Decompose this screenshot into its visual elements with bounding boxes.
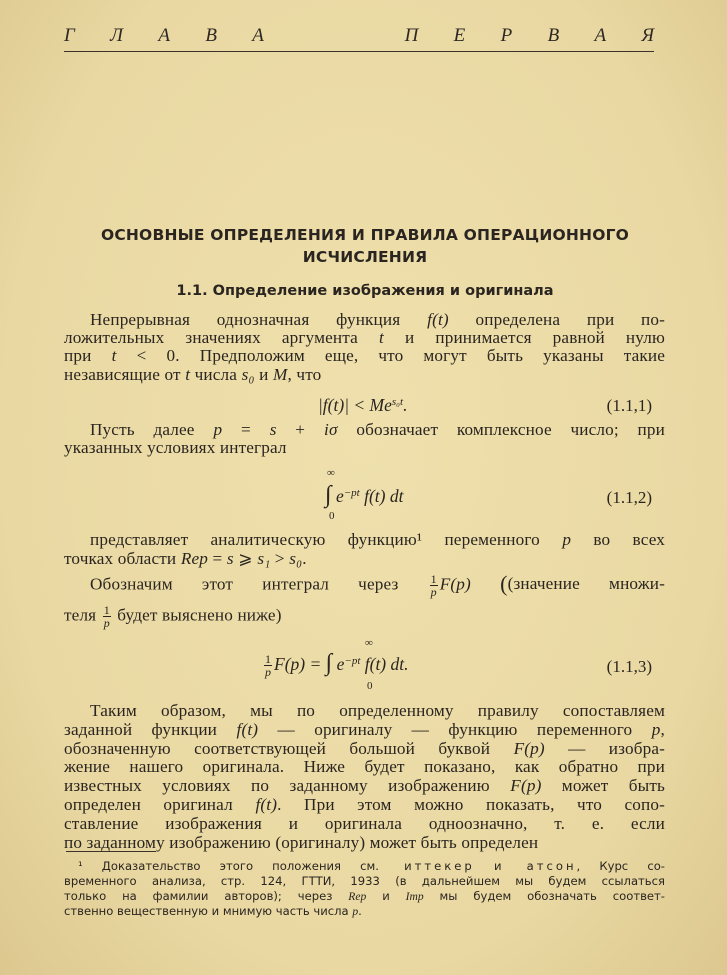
eq-lhs: F(p) = — [274, 654, 326, 674]
running-head-letter: А — [158, 25, 170, 46]
text: временного анализа, стр. 124, ГТТИ, 1933 (в дальнейшем мы будем ссылаться — [64, 874, 665, 888]
eq-exponent: −pt — [344, 655, 361, 667]
author-name: #Уиттекер — [404, 859, 475, 873]
eq-tail: f(t) dt. — [360, 654, 409, 674]
running-head-letter: В — [205, 25, 217, 46]
footnote-rule — [66, 851, 156, 852]
numerator: 1 — [103, 603, 110, 617]
lower-limit: 0 — [367, 680, 373, 692]
math-inline: $Rep — [348, 890, 367, 903]
math-inline: $s₁ — [257, 549, 271, 568]
text-line — [90, 702, 665, 720]
text: ((значение множи- — [500, 571, 665, 597]
text: указанных условиях интеграл — [64, 438, 287, 457]
text: Таким образом, мы по определенному правилу сопоставляем — [90, 701, 665, 720]
eq-exponent: −pt — [343, 487, 360, 499]
text-line — [64, 758, 665, 776]
math-inline: $M — [273, 364, 288, 384]
text: жение нашего оригинала. Ниже будет показано, как обратно при — [64, 757, 665, 777]
upper-limit: ∞ — [365, 637, 373, 649]
math-inline: $f(t) — [255, 795, 278, 814]
eq-body: e — [336, 654, 345, 674]
text-line — [64, 439, 665, 457]
eq-tail: f(t) dt — [359, 486, 404, 506]
text: точках области — [64, 549, 181, 568]
text: и — [254, 364, 273, 384]
running-head-letter: Р — [500, 25, 513, 46]
numerator: 1 — [430, 572, 437, 586]
text: теля — [64, 605, 97, 625]
lower-limit: 0 — [329, 510, 335, 522]
text: представляет аналитическую функцию¹ переменного — [90, 530, 563, 549]
text-line — [64, 834, 665, 852]
running-head-letter: Я — [641, 25, 654, 46]
footnote-line — [64, 874, 665, 888]
text: ставление изображения и оригинала одноозначно, т. е. если — [64, 813, 665, 833]
numerator: 1 — [265, 652, 271, 667]
text: = — [222, 420, 270, 439]
text: — оригиналу — функцию переменного — [258, 719, 652, 739]
text-line — [64, 366, 665, 389]
text: числа — [190, 364, 242, 384]
equation-number: (1.1,3) — [606, 657, 652, 676]
eq-body: e — [335, 486, 344, 506]
fraction-1-over-p — [264, 653, 272, 678]
footnote-line — [64, 904, 665, 922]
running-head-letter: П — [404, 25, 419, 46]
running-head-letter: В — [547, 25, 560, 46]
upper-limit: ∞ — [327, 467, 335, 479]
chapter-title-line2: ИСЧИСЛЕНИЯ — [302, 248, 428, 266]
text: < 0. Предположим еще, что могут быть указаны такие — [116, 346, 665, 366]
math-inline: $t — [185, 364, 191, 384]
text: по заданному изображению (оригиналу) может быть определен — [64, 832, 539, 852]
text: независящие от — [64, 364, 186, 384]
math-inline: $Rep — [180, 549, 209, 568]
math-inline: $F(p) — [513, 738, 545, 758]
eq-tail: . — [403, 395, 408, 415]
author-name: #Ватсон — [526, 859, 577, 873]
text: определена при по- — [448, 310, 665, 329]
header-rule — [64, 51, 654, 52]
running-head-letter: Л — [110, 25, 124, 46]
text: мы будем обозначать соответ- — [423, 889, 665, 903]
equation-number: (1.1,1) — [606, 396, 652, 415]
eq-lhs: |f(t)| < Me — [318, 395, 392, 415]
fraction-1-over-p — [430, 573, 438, 598]
text: ⩾ — [233, 549, 258, 568]
running-head — [64, 25, 654, 47]
text: заданной функции — [64, 719, 237, 739]
denominator: p — [430, 585, 437, 599]
text-line — [90, 573, 665, 598]
text: известных условиях по заданному изображению — [64, 776, 511, 796]
math-inline: $Imp — [405, 890, 424, 903]
text: , Курс со- — [576, 859, 665, 873]
math-inline: $t — [379, 328, 384, 348]
integral-sign: ∫ — [325, 482, 332, 508]
integral-sign: ∫ — [325, 650, 333, 676]
math-inline: $t — [111, 346, 117, 366]
text: + — [276, 420, 324, 439]
math-inline: $p — [562, 530, 572, 549]
text: определен оригинал — [64, 795, 256, 814]
math: F(p) — [439, 574, 471, 594]
running-head-letter: А — [594, 25, 607, 46]
chapter-title-line1: ОСНОВНЫЕ ОПРЕДЕЛЕНИЯ И ПРАВИЛА ОПЕРАЦИОННОГО — [100, 226, 630, 244]
text: и — [474, 859, 521, 873]
text: = — [208, 549, 227, 568]
text: будет выяснено ниже) — [117, 605, 282, 625]
text: Непрерывная однозначная функция — [90, 310, 428, 329]
text-line — [64, 815, 665, 833]
fraction-1-over-p — [103, 604, 111, 629]
math-inline: $f(t) — [427, 310, 449, 329]
text: , что — [287, 364, 322, 384]
text: и принимается равной нулю — [383, 328, 665, 348]
math-inline: $s — [269, 420, 277, 439]
math-inline: $p — [213, 420, 223, 439]
text-line — [64, 604, 665, 629]
running-head-letter: Г — [64, 25, 75, 46]
text: — изобра- — [544, 738, 665, 758]
math-inline: $s — [226, 549, 234, 568]
text: Обозначим этот интеграл через — [90, 574, 399, 594]
text: , — [660, 719, 665, 739]
text: . При этом можно показать, что сопо- — [277, 795, 665, 814]
math-inline: $F(p) — [510, 776, 542, 796]
text: . — [358, 904, 362, 918]
text-line — [64, 550, 665, 573]
math-inline: $f(t) — [236, 719, 259, 739]
denominator: p — [103, 616, 110, 630]
text: может быть — [541, 776, 666, 796]
text: Пусть далее — [90, 420, 214, 439]
text: при — [64, 346, 112, 366]
text: во всех — [571, 530, 666, 549]
text: обозначает комплексное число; при — [337, 420, 665, 439]
text: и — [366, 889, 406, 903]
text: обозначенную соответствующей большой буквой — [64, 738, 514, 758]
text: ложительных значениях аргумента — [64, 328, 379, 348]
text: ¹ Доказательство этого положения см. — [78, 859, 399, 873]
text: . — [302, 549, 307, 568]
math-inline: $s₀ — [241, 364, 255, 384]
text: только на фамилии авторов); через — [64, 889, 349, 903]
text: > — [270, 549, 290, 568]
math-inline: $iσ — [324, 420, 338, 439]
math-inline: $s₀ — [289, 549, 303, 568]
math-inline: $p — [651, 719, 661, 739]
equation-number: (1.1,2) — [606, 488, 652, 507]
spacer — [299, 25, 369, 47]
math-inline: $p — [352, 905, 359, 918]
text: ственно вещественную и мнимую часть числа — [64, 904, 353, 918]
eq-exponent: s₀t — [391, 396, 404, 408]
section-heading: 1.1. Определение изображения и оригинала — [176, 283, 554, 299]
running-head-letter: Е — [453, 25, 466, 46]
denominator: p — [265, 665, 271, 680]
running-head-letter: А — [252, 25, 264, 46]
